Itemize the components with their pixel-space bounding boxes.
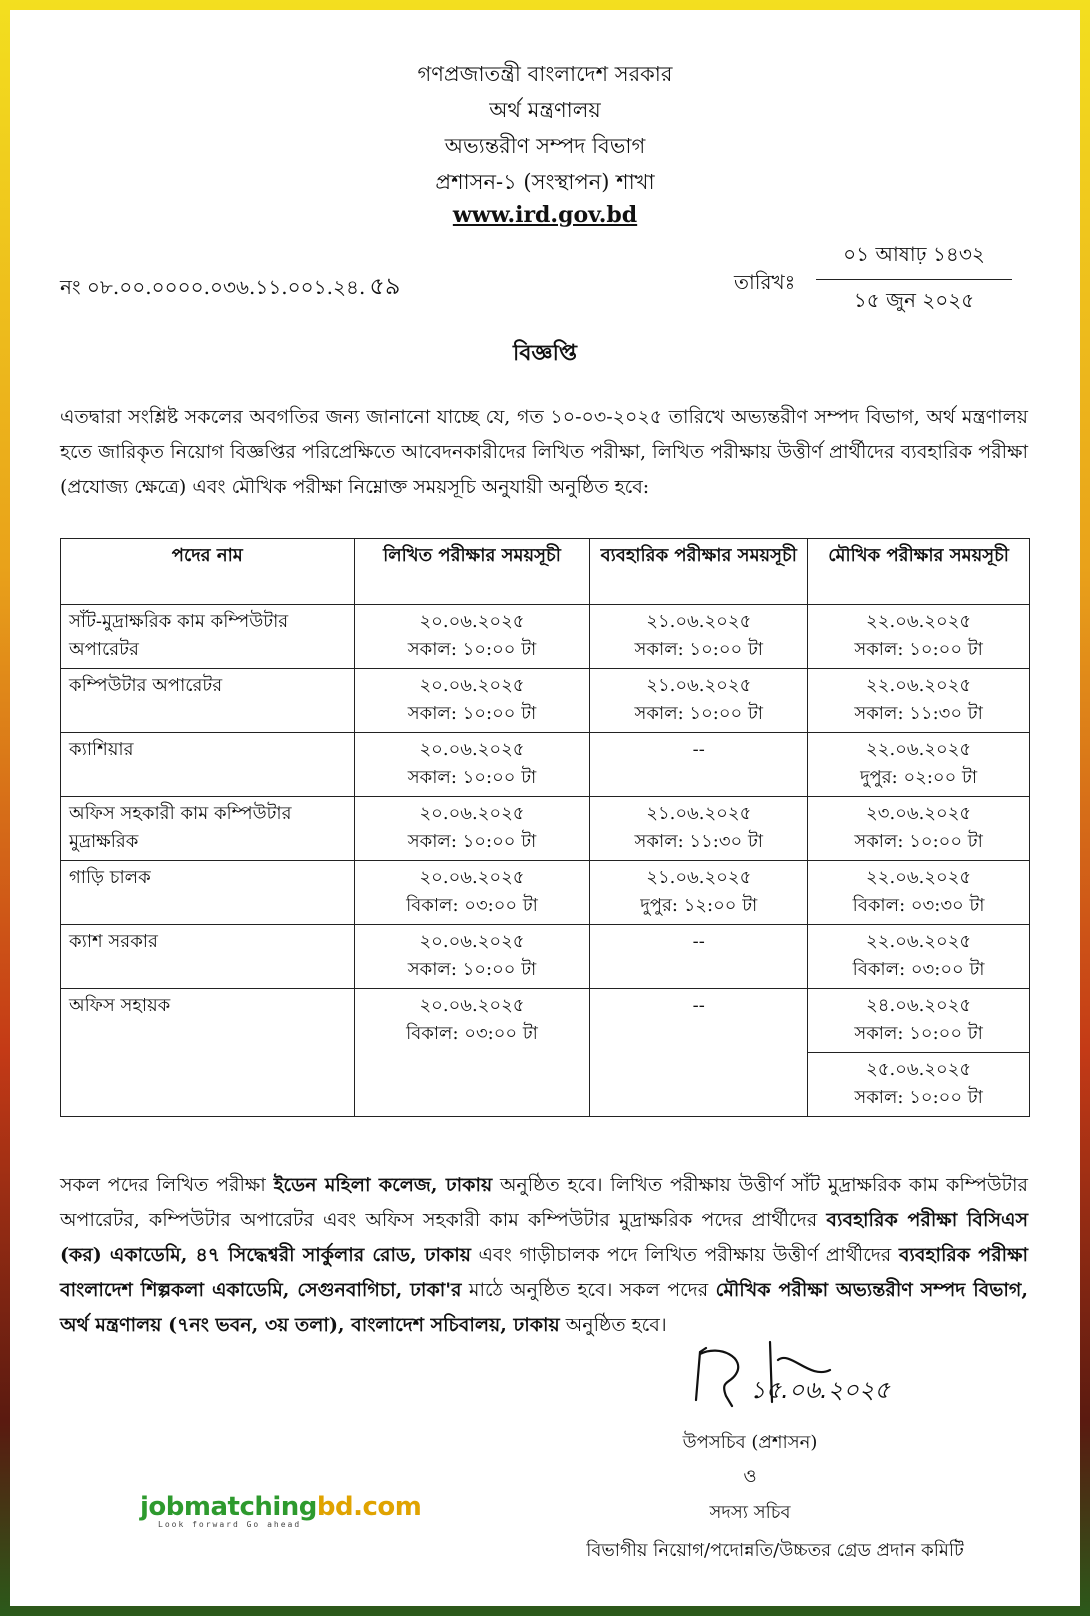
written-time: বিকাল: ০৩:০০ টা <box>406 895 538 916</box>
viva-schedule <box>808 797 1030 861</box>
practical-schedule: -- <box>590 989 808 1117</box>
practical-date: ২১.০৬.২০২৫ <box>646 675 752 696</box>
written-time: সকাল: ১০:০০ টা <box>407 703 537 724</box>
written-time: সকাল: ১০:০০ টা <box>407 767 537 788</box>
watermark-tagline: Look forward Go ahead <box>158 1520 302 1529</box>
written-date: ২০.০৬.২০২৫ <box>419 995 525 1016</box>
date-label: তারিখঃ <box>734 270 796 294</box>
practical-time: সকাল: ১০:০০ টা <box>634 639 764 660</box>
viva-date: ২২.০৬.২০২৫ <box>866 611 972 632</box>
practical-date: ২১.০৬.২০২৫ <box>646 611 752 632</box>
viva-schedule <box>808 605 1030 669</box>
memo-number-text: নং ০৮.০০.০০০০.০৩৬.১১.০০১.২৪. <box>60 275 366 299</box>
written-schedule <box>354 989 590 1117</box>
viva-time: সকাল: ১০:০০ টা <box>854 1087 983 1108</box>
practical-time: সকাল: ১১:৩০ টা <box>634 831 763 852</box>
practical-time: সকাল: ১০:০০ টা <box>634 703 764 724</box>
practical-schedule <box>590 861 808 925</box>
post-name: অফিস সহকারী কাম কম্পিউটার মুদ্রাক্ষরিক <box>61 797 355 861</box>
viva-schedule <box>808 733 1030 797</box>
viva-date: ২২.০৬.২০২৫ <box>866 867 972 888</box>
date-english: ১৫ জুন ২০২৫ <box>853 288 975 312</box>
table-row <box>61 925 1030 989</box>
viva-schedule <box>808 1053 1030 1117</box>
post-name: ক্যাশ সরকার <box>61 925 355 989</box>
viva-time: সকাল: ১০:০০ টা <box>854 1023 983 1044</box>
written-date: ২০.০৬.২০২৫ <box>419 739 525 760</box>
table-row <box>61 989 1030 1053</box>
closing-text: অনুষ্ঠিত হবে। <box>559 1314 667 1336</box>
branch-name: প্রশাসন-১ (সংস্থাপন) শাখা <box>435 170 655 194</box>
intro-paragraph: এতদ্বারা সংশ্লিষ্ট সকলের অবগতির জন্য জানানো যাচ্ছে যে, গত ১০-০৩-২০২৫ তারিখে অভ্যন্তরীণ সম্পদ বিভাগ, অর্থ মন্ত্রণালয় হতে জারিকৃত নিয়োগ বিজ্ঞপ্তির পরিপ্রেক্ষিতে আবেদনকারীদের লিখিত পরীক্ষা, লিখিত পরীক্ষায় উত্তীর্ণ প্রার্থীদের ব্যবহারিক পরীক্ষা (প্রযোজ্য ক্ষেত্রে) এবং মৌখিক পরীক্ষা নিম্নোক্ত সময়সূচি অনুযায়ী অনুষ্ঠিত হবে: <box>60 406 1028 498</box>
viva-time: সকাল: ১০:০০ টা <box>854 831 983 852</box>
watermark-logo <box>140 1492 421 1529</box>
written-time: সকাল: ১০:০০ টা <box>407 959 537 980</box>
viva-time: দুপুর: ০২:০০ টা <box>860 767 978 788</box>
viva-time: সকাল: ১০:০০ টা <box>854 639 983 660</box>
ministry-name: অর্থ মন্ত্রণালয় <box>489 98 601 122</box>
viva-date: ২৪.০৬.২০২৫ <box>866 995 972 1016</box>
written-schedule <box>354 925 590 989</box>
signatory-conjunction: ও <box>743 1466 757 1487</box>
post-name: ক্যাশিয়ার <box>61 733 355 797</box>
post-name: কম্পিউটার অপারেটর <box>61 669 355 733</box>
practical-date: ২১.০৬.২০২৫ <box>646 867 752 888</box>
post-name: অফিস সহায়ক <box>61 989 355 1117</box>
closing-text: সকল পদের লিখিত পরীক্ষা <box>60 1174 274 1196</box>
viva-schedule <box>808 989 1030 1053</box>
venue-written: ইডেন মহিলা কলেজ, ঢাকায় <box>273 1174 493 1196</box>
viva-schedule <box>808 669 1030 733</box>
post-name: গাড়ি চালক <box>61 861 355 925</box>
practical-schedule <box>590 605 808 669</box>
schedule-table <box>60 538 1030 1117</box>
written-schedule <box>354 733 590 797</box>
date-bangla: ০১ আষাঢ় ১৪৩২ <box>816 240 1012 280</box>
practical-schedule: -- <box>590 733 808 797</box>
viva-date: ২৫.০৬.২০২৫ <box>866 1059 972 1080</box>
written-date: ২০.০৬.২০২৫ <box>419 931 525 952</box>
practical-date: ২১.০৬.২০২৫ <box>646 803 752 824</box>
notice-page <box>10 10 1080 1606</box>
table-row <box>61 861 1030 925</box>
viva-date: ২২.০৬.২০২৫ <box>866 739 972 760</box>
notice-title: বিজ্ঞপ্তি <box>513 340 577 366</box>
table-row <box>61 733 1030 797</box>
written-time: সকাল: ১০:০০ টা <box>407 639 537 660</box>
viva-time: বিকাল: ০৩:০০ টা <box>852 959 985 980</box>
header-post: পদের নাম <box>61 539 355 605</box>
post-name: সাঁট-মুদ্রাক্ষরিক কাম কম্পিউটার অপারেটর <box>61 605 355 669</box>
signatory-designation: উপসচিব (প্রশাসন) <box>682 1432 818 1453</box>
written-time: সকাল: ১০:০০ টা <box>407 831 537 852</box>
venue-viva: মৌখিক পরীক্ষা অভ্যন্তরীণ সম্পদ বিভাগ, অর্থ মন্ত্রণালয় (৭নং ভবন, ৩য় তলা), বাংলাদেশ সচিবালয়, ঢাকায় <box>60 1279 1028 1336</box>
written-date: ২০.০৬.২০২৫ <box>419 675 525 696</box>
viva-schedule <box>808 861 1030 925</box>
table-row <box>61 605 1030 669</box>
closing-text: অনুষ্ঠিত হবে। লিখিত পরীক্ষায় উত্তীর্ণ সাঁট মুদ্রাক্ষরিক কাম কম্পিউটার অপারেটর, কম্পিউটার অপারেটর এবং অফিস সহকারী কাম কম্পিউটার মুদ্রাক্ষরিক পদের প্রার্থীদের <box>60 1174 1028 1231</box>
signatory-committee: বিভাগীয় নিয়োগ/পদোন্নতি/উচ্চতর গ্রেড প্রদান কমিটি <box>586 1540 964 1561</box>
website-link[interactable]: www.ird.gov.bd <box>452 202 638 228</box>
watermark-domain: bd.com <box>316 1492 422 1522</box>
practical-schedule <box>590 669 808 733</box>
govt-name: গণপ্রজাতন্ত্রী বাংলাদেশ সরকার <box>417 62 673 86</box>
written-schedule <box>354 605 590 669</box>
header-practical: ব্যবহারিক পরীক্ষার সময়সূচী <box>590 539 808 605</box>
header-written: লিখিত পরীক্ষার সময়সূচী <box>354 539 590 605</box>
written-time: বিকাল: ০৩:০০ টা <box>406 1023 538 1044</box>
written-schedule <box>354 861 590 925</box>
viva-date: ২৩.০৬.২০২৫ <box>866 803 972 824</box>
viva-time: বিকাল: ০৩:৩০ টা <box>852 895 985 916</box>
closing-text: মাঠে অনুষ্ঠিত হবে। সকল পদের <box>461 1279 716 1301</box>
table-header-row <box>61 539 1030 605</box>
signature-date: ১৫.০৬.২০২৫ <box>750 1376 891 1404</box>
viva-schedule <box>808 925 1030 989</box>
written-date: ২০.০৬.২০২৫ <box>419 867 525 888</box>
practical-time: দুপুর: ১২:০০ টা <box>640 895 758 916</box>
venue-practical-2: ব্যবহারিক পরীক্ষা বাংলাদেশ শিল্পকলা একাডেমি, সেগুনবাগিচা, ঢাকা'র <box>60 1244 1028 1301</box>
viva-date: ২২.০৬.২০২৫ <box>866 675 972 696</box>
division-name: অভ্যন্তরীণ সম্পদ বিভাগ <box>444 134 646 158</box>
watermark-brand: jobmatching <box>140 1492 317 1522</box>
table-row <box>61 797 1030 861</box>
signatory-role: সদস্য সচিব <box>709 1502 791 1523</box>
written-schedule <box>354 669 590 733</box>
date-block <box>816 240 1012 319</box>
written-schedule <box>354 797 590 861</box>
written-date: ২০.০৬.২০২৫ <box>419 611 525 632</box>
header-viva: মৌখিক পরীক্ষার সময়সূচী <box>808 539 1030 605</box>
venue-practical-1: ব্যবহারিক পরীক্ষা বিসিএস (কর) একাডেমি, ৪৭ সিদ্ধেশ্বরী সার্কুলার রোড, ঢাকায় <box>60 1209 1028 1266</box>
memo-handwritten-number: ৫৯ <box>369 272 401 300</box>
practical-schedule <box>590 797 808 861</box>
viva-time: সকাল: ১১:৩০ টা <box>854 703 983 724</box>
viva-date: ২২.০৬.২০২৫ <box>866 931 972 952</box>
written-date: ২০.০৬.২০২৫ <box>419 803 525 824</box>
memo-number <box>60 268 401 308</box>
closing-text: এবং গাড়ীচালক পদে লিখিত পরীক্ষায় উত্তীর্ণ প্রার্থীদের <box>470 1244 899 1266</box>
practical-schedule: -- <box>590 925 808 989</box>
table-row <box>61 669 1030 733</box>
closing-paragraph <box>60 1168 1028 1343</box>
